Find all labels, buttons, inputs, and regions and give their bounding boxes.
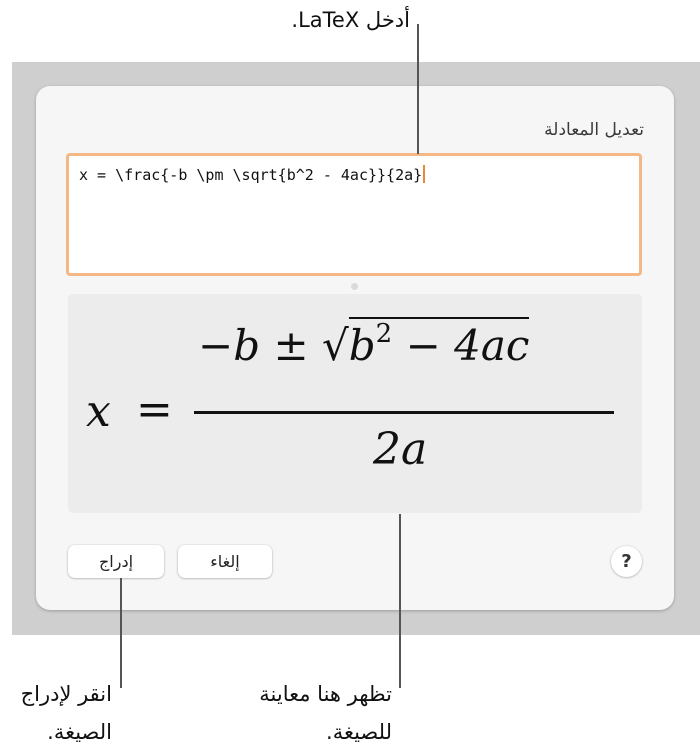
formula-minus-b: −b (198, 321, 261, 370)
rendered-formula (68, 294, 642, 513)
formula-preview (68, 294, 642, 513)
callout-preview-1: تظهر هنا معاينة (259, 682, 392, 706)
help-button[interactable]: ? (611, 546, 642, 577)
latex-input-field[interactable] (66, 153, 642, 276)
formula-plus-minus: ± (273, 321, 309, 370)
edit-equation-dialog (36, 86, 674, 610)
formula-numerator (198, 319, 529, 370)
callout-insert-1: انقر لإدراج (20, 682, 112, 706)
text-caret (423, 165, 425, 183)
cancel-button[interactable]: إلغاء (178, 545, 272, 578)
formula-minus-4ac: − 4ac (405, 321, 530, 370)
callout-preview-2: للصيغة. (326, 720, 392, 744)
callout-line-preview (399, 514, 401, 688)
formula-radicand (349, 317, 530, 370)
callout-latex: أدخل LaTeX. (291, 8, 410, 32)
callout-line-insert (120, 578, 122, 688)
formula-lhs: x (86, 386, 111, 437)
callout-insert-2: الصيغة. (47, 720, 112, 744)
formula-sqrt-icon: √ (322, 321, 349, 370)
formula-denominator: 2a (373, 424, 428, 475)
formula-exponent: 2 (375, 319, 393, 349)
latex-input-text: x = \frac{-b \pm \sqrt{b^2 - 4ac}}{2a} (79, 166, 423, 184)
resize-handle[interactable] (351, 283, 358, 290)
fraction-bar (194, 411, 614, 414)
callout-line-latex (417, 24, 419, 154)
formula-b: b (348, 321, 376, 370)
formula-equals: = (136, 384, 173, 435)
insert-button[interactable]: إدراج (68, 545, 164, 578)
dialog-title: تعديل المعادلة (544, 120, 644, 140)
